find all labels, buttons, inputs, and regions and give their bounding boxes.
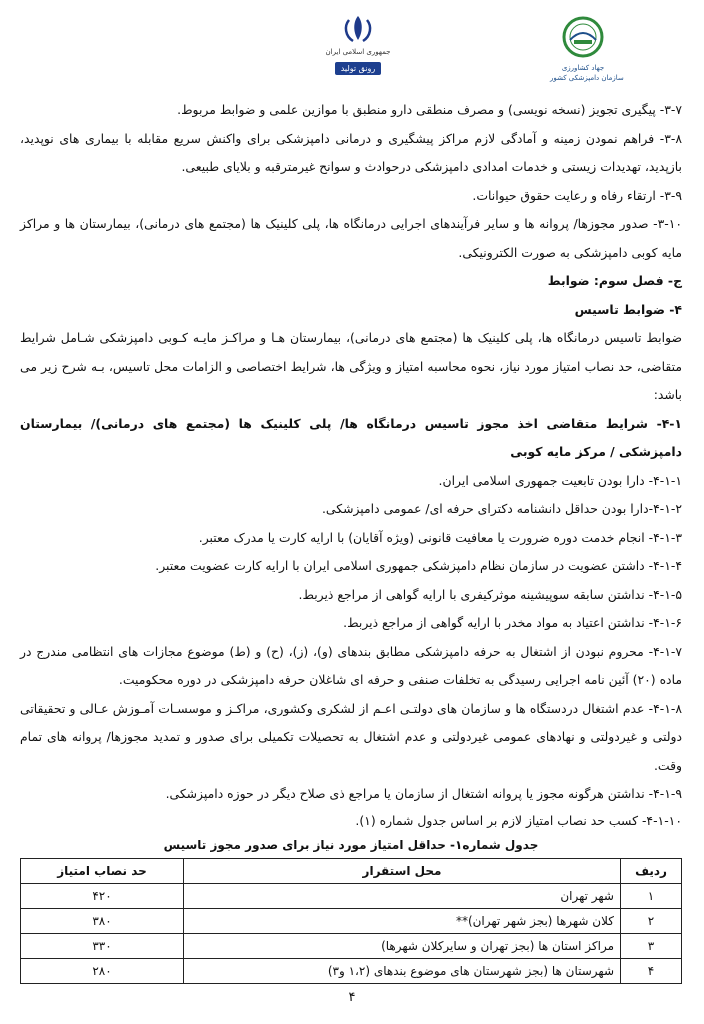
column-header-location: محل استقرار — [184, 859, 621, 884]
country-name: جمهوری اسلامی ایران — [325, 48, 391, 56]
location-cell: شهر تهران — [184, 884, 621, 909]
column-header-row-number: ردیف — [621, 859, 682, 884]
clause-3-8: ۳-۸- فراهم نمودن زمینه و آمادگی لازم مراکز پیشگیری و درمانی دامپزشکی برای واکنش سریع مقابله با بیماری های نوپدید، بازپدید، تهدیدات زیستی و خدمات امدادی دامپزشکی درحوادث و سوانح غیرمترقبه و بلایای طبیعی. — [20, 130, 682, 174]
column-header-min-score: حد نصاب امتیاز — [21, 859, 184, 884]
clause-3-7: ۳-۷- پیگیری تجویز (نسخه نویسی) و مصرف منطقی دارو منطبق با موازین علمی و ضوابط مربوط. — [177, 102, 682, 117]
score-cell: ۳۳۰ — [21, 934, 184, 959]
iran-emblem-icon — [341, 14, 375, 44]
table-row — [21, 884, 682, 909]
slogan-banner: رونق تولید — [335, 62, 382, 75]
ministry-logo — [550, 16, 624, 84]
clause-4-1-8: ۴-۱-۸- عدم اشتغال دردستگاه ها و سازمان های دولتـی اعـم از لشکری وکشوری، مراکـز و موسسـات آمـوزش عـالی و تحقیقاتی دولتی و غیردولتی و نهادهای عمومی غیردولتی و عدم اشتغال به تحصیلات تکمیلی برای صدور و تمدید مجوزها/ پروانه های تمام وقت. — [20, 700, 682, 773]
clause-4-1-10: ۴-۱-۱۰- کسب حد نصاب امتیاز لازم بر اساس جدول شماره (۱). — [355, 813, 682, 828]
location-cell: کلان شهرها (بجز شهر تهران)** — [184, 909, 621, 934]
clause-4-1-9: ۴-۱-۹- نداشتن هرگونه مجوز یا پروانه اشتغال از سازمان یا مراجع ذی صلاح دیگر در حوزه دامپزشکی. — [165, 786, 682, 801]
clause-4-1-7: ۴-۱-۷- محروم نبودن از اشتغال به حرفه دامپزشکی مطابق بندهای (و)، (ز)، (ح) و (ط) موضوع مجازات های انتظامی مندرج در ماده (۲۰) آئین نامه اجرایی رسیدگی به تخلفات صنفی و حرفه ای شاغلان حرفه دامپزشکی در دوره محکومیت. — [20, 643, 682, 687]
score-cell: ۲۸۰ — [21, 959, 184, 984]
section-4-intro: ضوابط تاسیس درمانگاه ها، پلی کلینیک ها (مجتمع های درمانی)، بیمارستان هـا و مراکـز مایـه کـوبی دامپزشکی شـامل شرایط متقاضی، حد نصاب امتیاز مورد نیاز، نحوه محاسبه امتیاز و ویژگی ها، شرایط اختصاصی و الزامات محل تاسیس، بـه شرح زیر می باشد: — [20, 330, 682, 402]
section-4-1-heading: ۴-۱- شرایط متقاضی اخذ مجوز تاسیس درمانگاه ها/ پلی کلینیک ها (مجتمع های درمانی)/ بیمارستان دامپزشکی / مرکز مایه کوبی — [20, 415, 682, 459]
clause-4-1-5: ۴-۱-۵- نداشتن سابقه سوپیشینه موثرکیفری با ارایه گواهی از مراجع ذیربط. — [298, 586, 682, 602]
score-cell: ۴۲۰ — [21, 884, 184, 909]
clause-4-1-2: ۴-۱-۲-دارا بودن حداقل دانشنامه دکترای حرفه ای/ عمومی دامپزشکی. — [321, 501, 682, 516]
jahad-keshavarzi-seal-icon — [560, 16, 606, 58]
row-number: ۴ — [621, 959, 682, 984]
section-4-heading: ۴- ضوابط تاسیس — [574, 301, 682, 317]
document-body — [20, 96, 682, 984]
page-number: ۴ — [348, 990, 356, 1005]
clause-3-9: ۳-۹- ارتقاء رفاه و رعایت حقوق حیوانات. — [472, 187, 682, 203]
row-number: ۲ — [621, 909, 682, 934]
clause-4-1-4: ۴-۱-۴- داشتن عضویت در سازمان نظام دامپزشکی جمهوری اسلامی ایران با ارایه کارت عضویت معتبر. — [155, 558, 682, 573]
table-row — [21, 934, 682, 959]
location-cell: مراکز استان ها (بجز تهران و سایرکلان شهرها) — [184, 934, 621, 959]
table-caption: جدول شماره۱- حداقل امتیاز مورد نیاز برای صدور مجوز تاسیس — [163, 838, 539, 852]
row-number: ۳ — [621, 934, 682, 959]
clause-4-1-6: ۴-۱-۶- نداشتن اعتیاد به مواد مخدر با ارایه گواهی از مراجع ذیربط. — [343, 615, 682, 630]
organization-name: سازمان دامپزشکی کشور — [550, 74, 624, 82]
location-cell: شهرستان ها (بجز شهرستان های موضوع بندهای (۱،۲ و۳) — [184, 959, 621, 984]
score-cell: ۳۸۰ — [21, 909, 184, 934]
national-logo — [318, 14, 398, 88]
ministry-name: جهاد کشاورزی — [561, 64, 605, 72]
table-row — [21, 909, 682, 934]
table-row — [21, 959, 682, 984]
clause-4-1-1: ۴-۱-۱- دارا بودن تابعیت جمهوری اسلامی ایران. — [438, 472, 682, 488]
row-number: ۱ — [621, 884, 682, 909]
clause-3-10: ۳-۱۰- صدور مجوزها/ پروانه ها و سایر فرآیندهای اجرایی درمانگاه ها، پلی کلینیک ها (مجتمع های درمانی)، بیمارستان ها و مراکز مایه کوبی دامپزشکی به صورت الکترونیکی. — [20, 216, 682, 260]
letterhead — [0, 8, 704, 88]
score-table — [20, 858, 682, 984]
table-header-row — [21, 859, 682, 884]
chapter-3-heading: ج- فصل سوم: ضوابط — [547, 273, 682, 288]
clause-4-1-3: ۴-۱-۳- انجام خدمت دوره ضرورت یا معافیت قانونی (ویژه آقایان) با ارایه کارت یا مدرک معتبر. — [198, 529, 682, 545]
